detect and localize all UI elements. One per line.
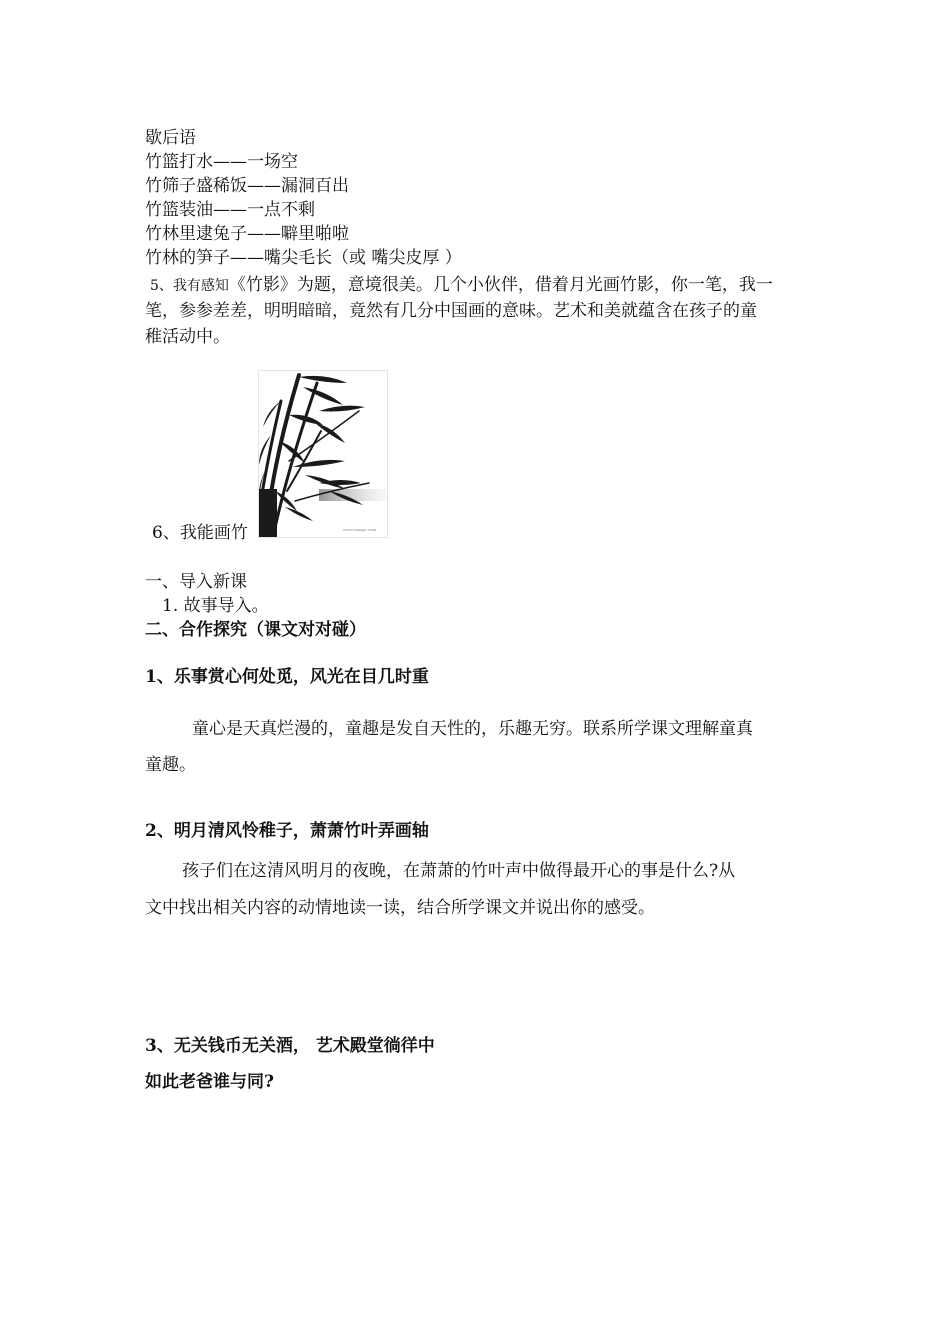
section5-line2: 笔，参参差差，明明暗暗，竟然有几分中国画的意味。艺术和美就蕴含在孩子的童	[145, 301, 757, 321]
section5-line3: 稚活动中。	[145, 327, 230, 347]
bamboo-ink-painting	[258, 370, 388, 538]
part1-title: 一、导入新课	[145, 572, 247, 592]
section5-line1	[150, 273, 773, 298]
q2-line2: 文中找出相关内容的动情地读一读，结合所学课文并说出你的感受。	[145, 898, 655, 918]
q3-title-line2: 如此老爸谁与同?	[145, 1072, 274, 1092]
q1-line2: 童趣。	[145, 755, 196, 775]
q1-title: 1、乐事赏心何处觅，风光在目几时重	[145, 667, 429, 687]
q1-line1: 童心是天真烂漫的，童趣是发自天性的，乐趣无穷。联系所学课文理解童真	[192, 719, 753, 739]
xiehouyu-item: 竹篮打水——一场空	[145, 152, 298, 172]
q2-title: 2、明月清风怜稚子，萧萧竹叶弄画轴	[145, 821, 429, 841]
q3-title-line1: 3、无关钱币无关酒， 艺术殿堂徜徉中	[145, 1036, 435, 1056]
section6-label: 6、我能画竹	[152, 523, 248, 543]
svg-text:www.image.com: www.image.com	[343, 527, 377, 532]
xiehouyu-item: 竹林里逮兔子——噼里啪啦	[145, 224, 349, 244]
xiehouyu-title: 歇后语	[145, 128, 196, 148]
q2-line1: 孩子们在这清风明月的夜晚，在萧萧的竹叶声中做得最开心的事是什么?从	[182, 861, 736, 881]
bamboo-icon	[259, 371, 387, 537]
part1-item: 1. 故事导入。	[162, 596, 269, 616]
xiehouyu-item: 竹篮装油——一点不剩	[145, 200, 315, 220]
xiehouyu-item: 竹林的笋子——嘴尖毛长（或 嘴尖皮厚 ）	[145, 248, 462, 268]
section5-text: 《竹影》为题，意境很美。几个小伙伴，借着月光画竹影，你一笔，我一	[228, 275, 773, 295]
xiehouyu-item: 竹筛子盛稀饭——漏洞百出	[145, 176, 349, 196]
part2-title: 二、合作探究（课文对对碰）	[145, 620, 366, 640]
section5-prefix: 5、我有感知	[150, 278, 229, 294]
